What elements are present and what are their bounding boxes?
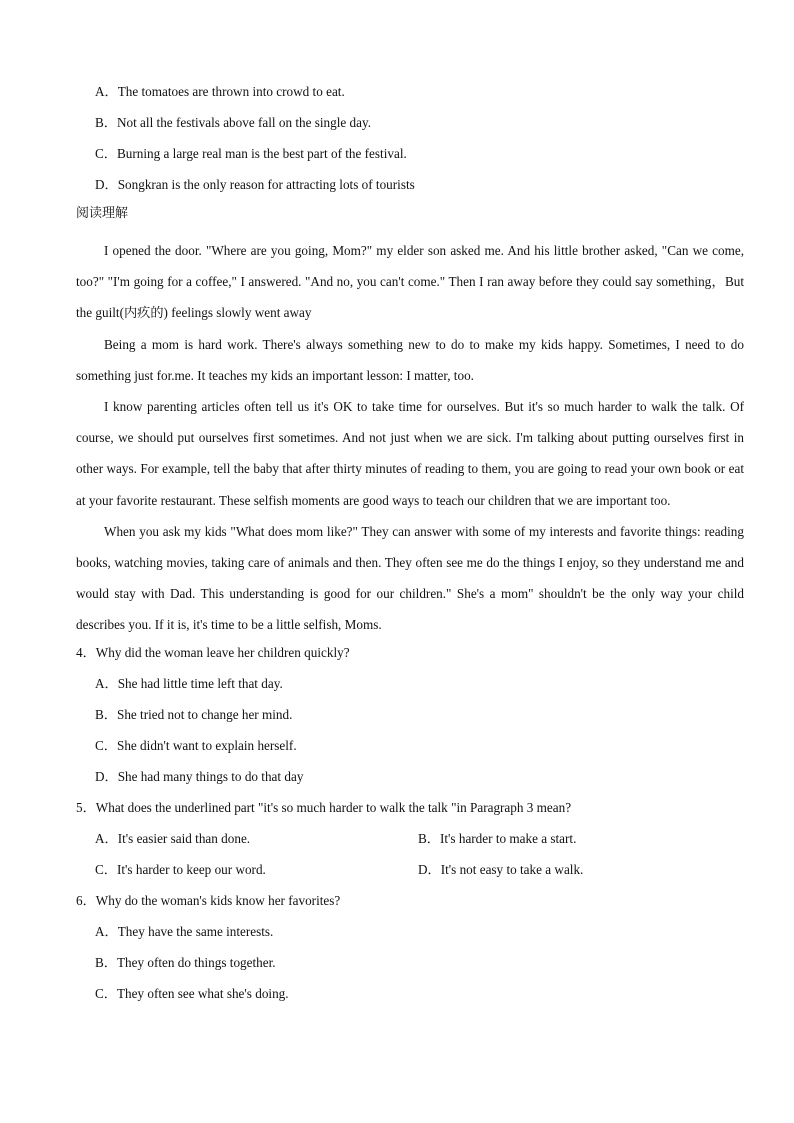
passage-paragraph-4: When you ask my kids "What does mom like?" They can answer with some of my interests and favorite things: reading books, watching movies, taking care of animals and then. They often see me do the things I enjoy, so they understand me and would stay with Dad. This understanding is good for our children." She's a mom" shouldn't be the only way your child describes you. If it is, it's time to be a little selfish, Moms.	[76, 523, 744, 633]
passage-paragraph-1: I opened the door. "Where are you going, Mom?" my elder son asked me. And his little brother asked, "Can we come, too?" "I'm going for a coffee," I answered. "And no, you can't come." Then I ran away before they could say something，But the guilt(内疚的) feelings slowly went away	[76, 243, 744, 321]
prev-option-c: C．Burning a large real man is the best part of the festival.	[95, 146, 407, 161]
prev-option-b: B．Not all the festivals above fall on the single day.	[95, 115, 372, 130]
question-4-option-a[interactable]: A．She had little time left that day.	[95, 675, 283, 691]
question-6-option-a[interactable]: A．They have the same interests.	[95, 923, 274, 939]
question-5-options-row-2	[76, 858, 744, 889]
question-5-option-a[interactable]: A．It's easier said than done.	[95, 830, 251, 846]
question-5-stem: 5．What does the underlined part "it's so much harder to walk the talk "in Paragraph 3 mean?	[76, 799, 572, 815]
question-4-option-d[interactable]: D．She had many things to do that day	[95, 768, 304, 784]
question-5-option-d[interactable]: D．It's not easy to take a walk.	[418, 861, 584, 877]
section-title: 阅读理解	[76, 206, 129, 221]
document-page	[76, 80, 744, 1013]
question-6-stem: 6．Why do the woman's kids know her favorites?	[76, 892, 341, 908]
prev-option-d: D．Songkran is the only reason for attracting lots of tourists	[95, 177, 415, 192]
prev-option-a: A．The tomatoes are thrown into crowd to eat.	[95, 84, 345, 99]
question-6-option-c[interactable]: C．They often see what she's doing.	[95, 985, 289, 1001]
question-4-option-b[interactable]: B．She tried not to change her mind.	[95, 706, 293, 722]
question-4-option-c[interactable]: C．She didn't want to explain herself.	[95, 737, 297, 753]
question-5-options-row-1	[76, 827, 744, 858]
question-4-stem: 4．Why did the woman leave her children quickly?	[76, 644, 350, 660]
question-6-option-b[interactable]: B．They often do things together.	[95, 954, 276, 970]
passage-paragraph-2: Being a mom is hard work. There's always something new to do to make my kids happy. Sometimes, I need to do something just for.me. It teaches my kids an important lesson: I matter, too.	[76, 336, 744, 383]
passage-paragraph-3: I know parenting articles often tell us it's OK to take time for ourselves. But it's so much harder to walk the talk. Of course, we should put ourselves first sometimes. And not just when we are sick. I'm talking about putting ourselves first in other ways. For example, tell the baby that after thirty minutes of reading to them, you are going to read your own book or eat at your favorite restaurant. These selfish moments are good ways to teach our children that we are important too.	[76, 399, 744, 508]
question-5-option-b[interactable]: B．It's harder to make a start.	[418, 830, 577, 846]
question-5-option-c[interactable]: C．It's harder to keep our word.	[95, 861, 266, 877]
